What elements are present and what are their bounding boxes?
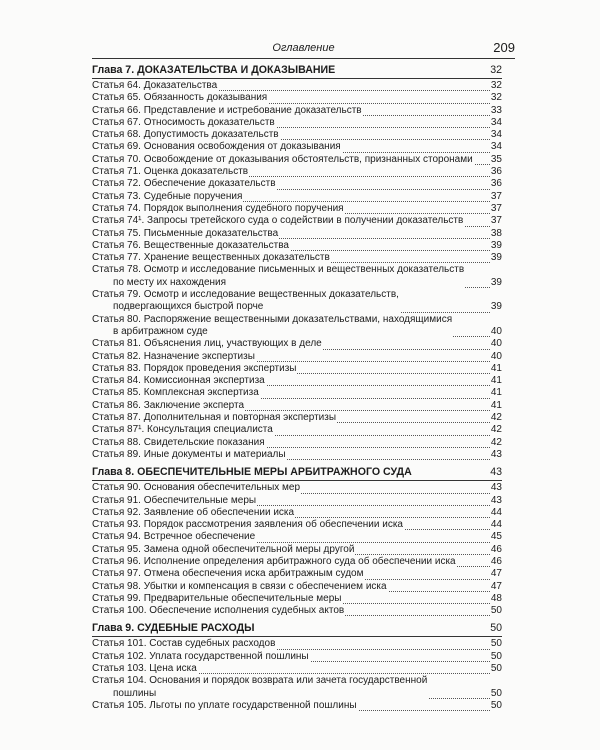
entry-page: 45: [490, 531, 502, 543]
entry-title: [92, 338, 323, 350]
toc-entry[interactable]: [92, 424, 502, 436]
entry-title-line: Статья 75. Письменные доказательства: [92, 227, 279, 239]
entry-page: 39: [490, 301, 502, 313]
entry-page: 40: [490, 325, 502, 337]
entry-title: [92, 593, 342, 605]
toc-entry[interactable]: [92, 507, 502, 519]
entry-title: [92, 519, 404, 531]
entry-title-line: Статья 91. Обеспечительные меры: [92, 494, 257, 506]
entry-title: [92, 92, 268, 104]
toc-entry[interactable]: [92, 495, 502, 507]
entry-page: 50: [490, 699, 502, 711]
entry-title-line: Статья 82. Назначение экспертизы: [92, 350, 255, 362]
toc-entry[interactable]: [92, 556, 502, 568]
entry-title-line: Статья 103. Цена иска: [92, 663, 197, 675]
toc-entry[interactable]: [92, 544, 502, 556]
toc-entry[interactable]: [92, 531, 502, 543]
toc-entry[interactable]: [92, 651, 502, 663]
toc-entry[interactable]: [92, 314, 502, 339]
entry-page: 32: [490, 92, 502, 104]
entry-title-line: Статья 65. Обязанность доказывания: [92, 92, 268, 104]
entry-title-line: Статья 100. Обеспечение исполнения судебных актов: [92, 605, 345, 617]
entry-title-line: Статья 64. Доказательства: [92, 80, 218, 91]
entry-title: [92, 700, 358, 712]
entry-title: [92, 252, 331, 264]
toc-entry[interactable]: [92, 289, 502, 314]
entry-title-line: Статья 96. Исполнение определения арбитражного суда об обеспечении иска: [92, 555, 456, 567]
entry-page: 50: [490, 687, 502, 699]
entry-title-line: Статья 99. Предварительные обеспечительные меры: [92, 592, 342, 604]
chapter-heading[interactable]: [92, 464, 502, 481]
entry-title: [92, 351, 256, 363]
toc-entry[interactable]: [92, 581, 502, 593]
entry-title: [92, 375, 266, 387]
entry-page: 48: [490, 592, 502, 604]
running-header: [92, 40, 515, 59]
entry-title: [92, 482, 301, 494]
toc-entry[interactable]: [92, 605, 502, 617]
toc-entry[interactable]: [92, 568, 502, 580]
entry-page: 39: [490, 276, 502, 288]
toc-entry[interactable]: [92, 482, 502, 494]
toc-entry[interactable]: [92, 141, 502, 153]
toc-entry[interactable]: [92, 264, 502, 289]
running-title: Оглавление: [272, 42, 335, 54]
entry-title: [92, 531, 256, 543]
entry-title: [92, 581, 388, 593]
toc-entry[interactable]: [92, 252, 502, 264]
entry-page: 47: [490, 580, 502, 592]
entry-title-line: Статья 95. Замена одной обеспечительной меры другой: [92, 543, 355, 555]
entry-title-line: Статья 73. Судебные поручения: [92, 190, 243, 202]
chapter-page: 32: [490, 64, 502, 76]
toc-entry[interactable]: [92, 400, 502, 412]
entry-title-line: Статья 79. Осмотр и исследование вещественных доказательств,: [92, 289, 399, 301]
table-of-contents: [92, 62, 502, 712]
entry-page: 34: [490, 116, 502, 128]
entry-title-line: Статья 87¹. Консультация специалиста: [92, 424, 273, 436]
entry-page: 42: [490, 412, 502, 424]
entry-title: [92, 141, 342, 153]
toc-entry[interactable]: [92, 338, 502, 350]
entry-title-line: Статья 89. Иные документы и материалы: [92, 448, 286, 460]
entry-title-line: Статья 104. Основания и порядок возврата или зачета государственной: [92, 675, 428, 687]
entry-title: [92, 80, 218, 92]
entry-title-line: Статья 78. Осмотр и исследование письменных и вещественных доказательств: [92, 264, 465, 276]
entry-title: [92, 424, 274, 436]
entry-page: 44: [490, 506, 502, 518]
chapter-heading[interactable]: [92, 620, 502, 637]
entry-page: 42: [490, 424, 502, 436]
entry-title: [92, 228, 279, 240]
entry-title: [92, 240, 290, 252]
entry-title: [92, 314, 453, 339]
entry-title: [92, 544, 355, 556]
toc-entry[interactable]: [92, 700, 502, 712]
chapter-title: Глава 9. СУДЕБНЫЕ РАСХОДЫ: [92, 622, 255, 635]
entry-title: [92, 605, 345, 617]
entry-page: 41: [490, 362, 502, 374]
chapter-heading[interactable]: [92, 62, 502, 79]
entry-page: 37: [490, 202, 502, 214]
entry-title-continuation: в арбитражном суде: [113, 325, 208, 337]
entry-title-line: Статья 84. Комиссионная экспертиза: [92, 375, 265, 387]
toc-entry[interactable]: [92, 178, 502, 190]
entry-title: [92, 400, 245, 412]
entry-title: [92, 203, 345, 215]
entry-title: [92, 495, 257, 507]
toc-entry[interactable]: [92, 593, 502, 605]
entry-page: 39: [490, 252, 502, 264]
entry-page: 36: [490, 178, 502, 190]
entry-title-line: Статья 70. Освобождение от доказывания обстоятельств, признанных сторонами: [92, 153, 473, 165]
entry-page: 36: [490, 166, 502, 178]
entry-title-line: Статья 105. Льготы по уплате государственной пошлины: [92, 699, 357, 711]
entry-title: [92, 154, 474, 166]
entry-title-line: Статья 77. Хранение вещественных доказательств: [92, 252, 330, 264]
chapter-page: 43: [490, 466, 502, 479]
entry-title-line: Статья 66. Представление и истребование доказательств: [92, 104, 362, 116]
entry-title-line: Статья 72. Обеспечение доказательств: [92, 178, 276, 190]
entry-page: 40: [490, 338, 502, 350]
entry-page: 43: [490, 482, 502, 494]
toc-entry[interactable]: [92, 351, 502, 363]
entry-title: [92, 117, 276, 129]
entry-title-continuation: по месту их нахождения: [113, 276, 227, 288]
chapter-title: Глава 7. ДОКАЗАТЕЛЬСТВА И ДОКАЗЫВАНИЕ: [92, 64, 336, 76]
entry-title-line: Статья 87. Дополнительная и повторная экспертизы: [92, 412, 337, 424]
entry-title-line: Статья 101. Состав судебных расходов: [92, 638, 276, 650]
toc-entry[interactable]: [92, 375, 502, 387]
toc-entry[interactable]: [92, 240, 502, 252]
entry-title-continuation: подвергающихся быстрой порче: [113, 301, 264, 313]
toc-entry[interactable]: [92, 191, 502, 203]
entry-title: [92, 215, 464, 227]
entry-page: 50: [490, 650, 502, 662]
entry-page: 37: [490, 215, 502, 227]
entry-page: 41: [490, 399, 502, 411]
entry-title-line: Статья 74. Порядок выполнения судебного поручения: [92, 202, 344, 214]
toc-entry[interactable]: [92, 449, 502, 461]
entry-page: 41: [490, 375, 502, 387]
entry-page: 32: [490, 80, 502, 91]
toc-entry[interactable]: [92, 363, 502, 375]
entry-title-line: Статья 97. Отмена обеспечения иска арбитражным судом: [92, 568, 364, 580]
toc-entry[interactable]: [92, 92, 502, 104]
toc-entry[interactable]: [92, 638, 502, 650]
entry-title: [92, 363, 297, 375]
toc-entry[interactable]: [92, 412, 502, 424]
entry-title-line: Статья 69. Основания освобождения от доказывания: [92, 141, 341, 153]
entry-title: [92, 568, 364, 580]
entry-title: [92, 412, 337, 424]
entry-page: 46: [490, 555, 502, 567]
toc-entry[interactable]: [92, 663, 502, 675]
toc-entry[interactable]: [92, 80, 502, 92]
entry-title: [92, 651, 310, 663]
entry-title: [92, 507, 295, 519]
entry-page: 38: [490, 227, 502, 239]
entry-title-line: Статья 83. Порядок проведения экспертизы: [92, 362, 297, 374]
entry-title: [92, 449, 287, 461]
entry-page: 41: [490, 387, 502, 399]
entry-page: 43: [490, 494, 502, 506]
entry-page: 50: [490, 605, 502, 617]
entry-title-line: Статья 76. Вещественные доказательства: [92, 239, 289, 251]
entry-page: 37: [490, 190, 502, 202]
toc-entry[interactable]: [92, 117, 502, 129]
toc-entry[interactable]: [92, 387, 502, 399]
entry-title-line: Статья 80. Распоряжение вещественными доказательствами, находящимися: [92, 313, 453, 325]
entry-title: [92, 663, 198, 675]
entry-title-line: Статья 88. Свидетельские показания: [92, 436, 265, 448]
entry-title-line: Статья 102. Уплата государственной пошлины: [92, 650, 309, 662]
entry-page: 46: [490, 543, 502, 555]
entry-title-line: Статья 81. Объяснения лиц, участвующих в деле: [92, 338, 322, 350]
entry-title: [92, 105, 363, 117]
entry-title: [92, 191, 243, 203]
entry-title-line: Статья 68. Допустимость доказательств: [92, 129, 279, 141]
toc-entry[interactable]: [92, 105, 502, 117]
entry-page: 43: [490, 448, 502, 460]
entry-page: 33: [490, 104, 502, 116]
entry-title: [92, 289, 400, 314]
entry-page: 34: [490, 141, 502, 153]
entry-page: 39: [490, 239, 502, 251]
entry-title: [92, 166, 249, 178]
entry-page: 47: [490, 568, 502, 580]
entry-title: [92, 675, 428, 700]
entry-page: 50: [490, 638, 502, 650]
toc-entry[interactable]: [92, 519, 502, 531]
chapter-page: 50: [490, 622, 502, 635]
chapter-title: Глава 8. ОБЕСПЕЧИТЕЛЬНЫЕ МЕРЫ АРБИТРАЖНОГО СУДА: [92, 466, 412, 479]
entry-title-line: Статья 74¹. Запросы третейского суда о содействии в получении доказательств: [92, 215, 464, 227]
entry-title-continuation: пошлины: [113, 687, 157, 699]
toc-entry[interactable]: [92, 203, 502, 215]
toc-entry[interactable]: [92, 154, 502, 166]
toc-entry[interactable]: [92, 215, 502, 227]
entry-title-line: Статья 93. Порядок рассмотрения заявления об обеспечении иска: [92, 519, 403, 531]
entry-title-line: Статья 67. Относимость доказательств: [92, 116, 275, 128]
toc-entry[interactable]: [92, 228, 502, 240]
entry-page: 50: [490, 663, 502, 675]
entry-title-line: Статья 94. Встречное обеспечение: [92, 531, 256, 543]
entry-title: [92, 129, 280, 141]
toc-entry[interactable]: [92, 166, 502, 178]
entry-title-line: Статья 98. Убытки и компенсация в связи с обеспечением иска: [92, 580, 387, 592]
entry-page: 44: [490, 519, 502, 531]
entry-title: [92, 264, 465, 289]
entry-title-line: Статья 86. Заключение эксперта: [92, 399, 245, 411]
entry-title-line: Статья 92. Заявление об обеспечении иска: [92, 506, 295, 518]
entry-title: [92, 387, 260, 399]
entry-title: [92, 556, 457, 568]
toc-entry[interactable]: [92, 675, 502, 700]
entry-title-line: Статья 90. Основания обеспечительных мер: [92, 482, 301, 494]
entry-title-line: Статья 71. Оценка доказательств: [92, 166, 249, 178]
toc-entry[interactable]: [92, 129, 502, 141]
entry-page: 35: [490, 153, 502, 165]
entry-page: 40: [490, 350, 502, 362]
entry-title: [92, 437, 266, 449]
entry-title: [92, 178, 277, 190]
entry-title-line: Статья 85. Комплексная экспертиза: [92, 387, 259, 399]
page-number: 209: [493, 40, 515, 55]
entry-page: 34: [490, 129, 502, 141]
entry-page: 42: [490, 436, 502, 448]
toc-entry[interactable]: [92, 437, 502, 449]
entry-title: [92, 638, 276, 650]
